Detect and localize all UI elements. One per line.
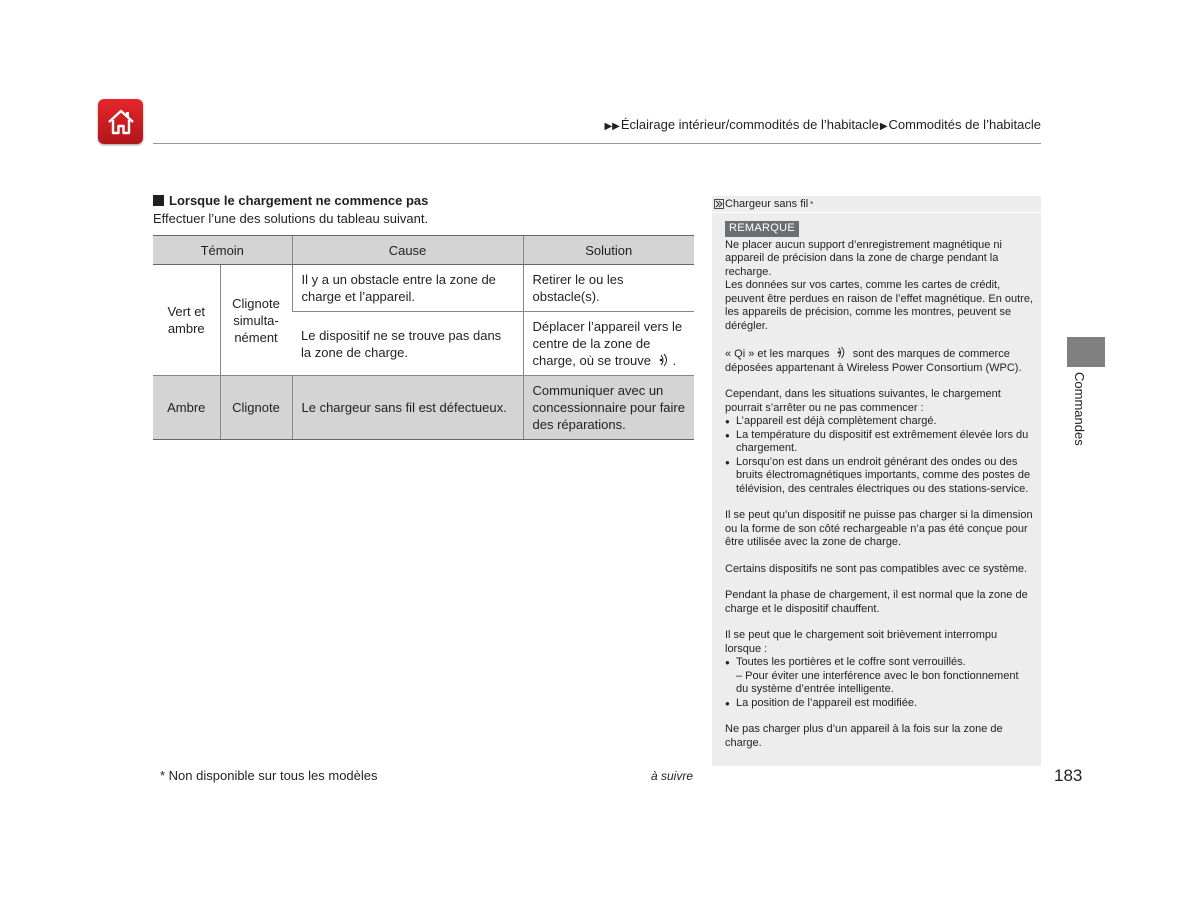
sidebar-paragraph: Il se peut que le chargement soit brièvement interrompu lorsque :: [725, 629, 998, 655]
cell-solution: [523, 312, 694, 376]
list-item: ● L’appareil est déjà complètement chargé.: [725, 415, 1033, 429]
breadcrumb-link-2[interactable]: Commodités de l’habitacle: [888, 117, 1041, 132]
cell-etat: Clignote: [220, 376, 292, 440]
chapter-tab-label[interactable]: Commandes: [1072, 372, 1087, 446]
home-button[interactable]: [98, 99, 143, 144]
sidebar-paragraph: Certains dispositifs ne sont pas compatibles avec ce système.: [725, 562, 1028, 575]
sidebar-paragraph: Pendant la phase de chargement, il est normal que la zone de charge et le dispositif chauffent.: [725, 589, 1028, 615]
sidebar-heading: [712, 196, 1041, 213]
continue-label: à suivre: [651, 769, 694, 783]
sidebar-paragraph: [725, 346, 1033, 375]
list-item: ● Toutes les portières et le coffre sont verrouillés.: [725, 656, 1033, 670]
section-header: [153, 193, 694, 226]
list-item: ● La température du dispositif est extrêmement élevée lors du chargement.: [725, 429, 1033, 456]
solutions-table: [153, 235, 694, 440]
cell-cause: Le chargeur sans fil est défectueux.: [292, 376, 523, 440]
sidebar-notes: [712, 196, 1041, 766]
section-title: [153, 193, 694, 208]
sidebar-heading-text: Chargeur sans fil: [725, 198, 809, 210]
qi-text-start: « Qi » et les marques: [725, 348, 830, 360]
cell-cause: Il y a un obstacle entre la zone de charge et l’appareil.: [292, 265, 523, 312]
breadcrumb-arrow-icon: ▶▶: [604, 121, 620, 132]
header-divider: [153, 143, 1041, 144]
qi-text-end: sont des marques de commerce déposées appartenant à Wireless Power Consortium (WPC).: [725, 348, 1022, 374]
chapter-tab[interactable]: [1067, 337, 1105, 367]
asterisk-mark: *: [810, 199, 814, 209]
sidebar-paragraph: Cependant, dans les situations suivantes, le chargement pourrait s’arrêter ou ne pas commencer :: [725, 388, 1001, 414]
breadcrumb-arrow-icon: ▶: [879, 121, 888, 132]
cell-etat: Clignote simulta-nément: [220, 265, 292, 376]
home-icon: [105, 106, 137, 138]
cell-temoin: Vert et ambre: [153, 265, 220, 376]
list-item: ● La position de l’appareil est modifiée.: [725, 697, 1033, 711]
list-item: ● Lorsqu’on est dans un endroit générant des ondes ou des bruits électromagnétiques importants, comme des postes de télévision, des centrales électriques ou des stations-service.: [725, 456, 1033, 497]
cell-solution: Communiquer avec un concessionnaire pour faire des réparations.: [523, 376, 694, 440]
sidebar-paragraph: Ne pas charger plus d’un appareil à la fois sur la zone de charge.: [725, 723, 1003, 749]
qi-wireless-icon: [836, 346, 847, 359]
reference-arrow-icon: [714, 199, 724, 209]
footnote: * Non disponible sur tous les modèles: [160, 768, 378, 783]
solution-text: Déplacer l’appareil vers le centre de la zone de charge, où se trouve: [532, 319, 683, 368]
list-subitem: – Pour éviter une interférence avec le bon fonctionnement du système d’entrée intelligente.: [736, 669, 1019, 695]
breadcrumb: [603, 117, 1041, 132]
sidebar-body: [712, 213, 1041, 750]
header-temoin: Témoin: [153, 236, 292, 265]
table-row: [153, 376, 694, 440]
section-intro: Effectuer l’une des solutions du tableau suivant.: [153, 211, 429, 226]
cell-cause: Le dispositif ne se trouve pas dans la zone de charge.: [292, 312, 523, 376]
page-number: 183: [1054, 766, 1083, 785]
sidebar-paragraph: Ne placer aucun support d’enregistrement magnétique ni appareil de précision dans la zone de charge pendant la recharge.: [725, 238, 1002, 278]
remarque-badge: REMARQUE: [725, 221, 799, 237]
square-bullet-icon: [153, 195, 164, 206]
section-title-text: Lorsque le chargement ne commence pas: [169, 193, 429, 208]
sidebar-paragraph: Les données sur vos cartes, comme les cartes de crédit, peuvent être perdues en raison de l’effet magnétique. En outre, les appareils de précision, comme les montres, peuvent se dérégler.: [725, 279, 1034, 332]
breadcrumb-link-1[interactable]: Éclairage intérieur/commodités de l’habitacle: [620, 117, 879, 132]
table-header-row: [153, 236, 694, 265]
cell-solution: Retirer le ou les obstacle(s).: [523, 265, 694, 312]
header-cause: Cause: [292, 236, 523, 265]
sidebar-paragraph: Il se peut qu’un dispositif ne puisse pas charger si la dimension ou la forme de son côté rechargeable n’a pas été conçue pour être utilisée avec la zone de charge.: [725, 509, 1033, 548]
cell-temoin: Ambre: [153, 376, 220, 440]
header-solution: Solution: [523, 236, 694, 265]
solution-text-end: .: [672, 353, 677, 368]
table-row: [153, 265, 694, 312]
qi-wireless-icon: [658, 353, 670, 367]
